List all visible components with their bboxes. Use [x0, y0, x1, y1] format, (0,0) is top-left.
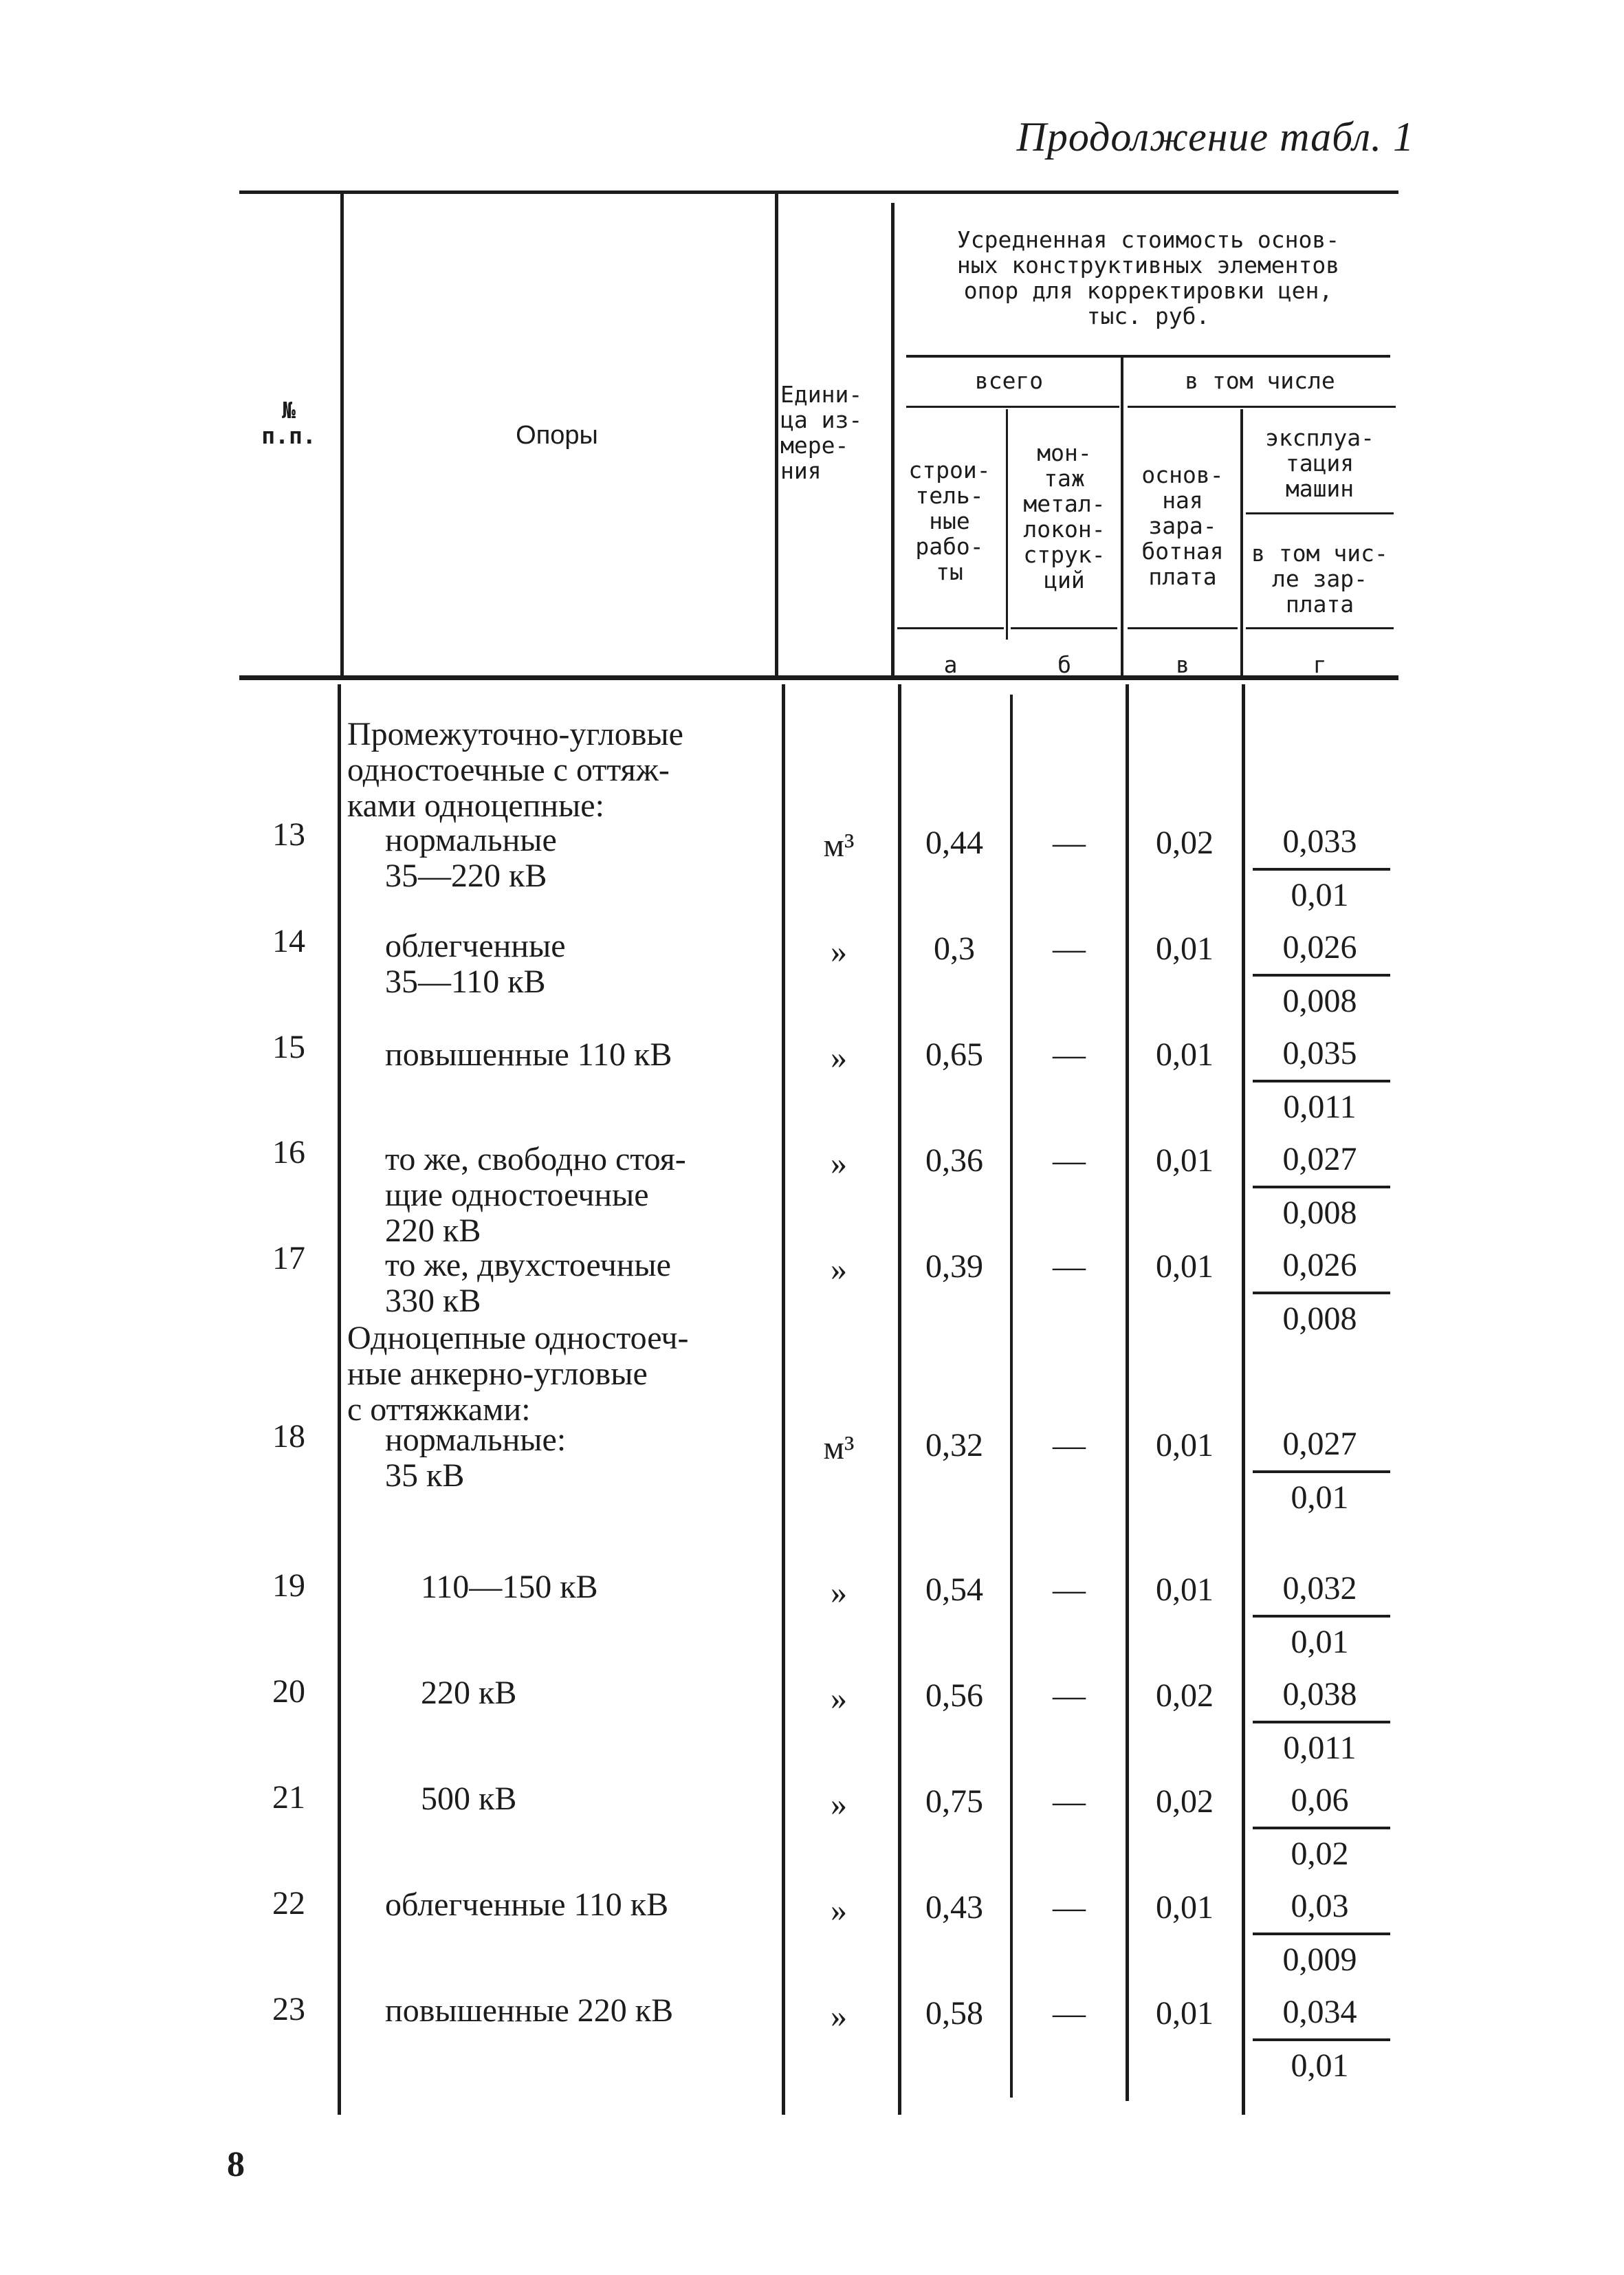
row-value-v: 0,01 [1156, 1427, 1214, 1463]
row-unit: » [831, 1251, 847, 1287]
fraction-rule [1253, 1827, 1390, 1829]
header-divider [1121, 356, 1123, 675]
row-value-b: — [1053, 1571, 1086, 1608]
row-value-g-total: 0,026 [1282, 929, 1357, 966]
fraction-rule [1253, 1933, 1390, 1935]
row-value-g-wage: 0,01 [1291, 2047, 1349, 2084]
fraction-rule [1253, 1186, 1390, 1188]
body-divider [338, 684, 341, 2115]
row-value-g-wage: 0,008 [1282, 1195, 1357, 1231]
row-value-b: — [1053, 1248, 1086, 1285]
row-number: 15 [272, 1029, 305, 1065]
row-number: 17 [272, 1240, 305, 1276]
row-value-b: — [1053, 1142, 1086, 1179]
row-value-a: 0,39 [925, 1248, 983, 1285]
header-rule [1246, 512, 1394, 514]
row-value-b: — [1053, 930, 1086, 967]
row-value-b: — [1053, 1783, 1086, 1820]
fraction-rule [1253, 868, 1390, 871]
header-rule [1246, 627, 1394, 629]
header-mounting: мон- таж метал- локон- струк- ций [1023, 439, 1106, 594]
row-number: 18 [272, 1418, 305, 1455]
row-value-b: — [1053, 825, 1086, 861]
row-number: 20 [272, 1673, 305, 1710]
header-rule [906, 355, 1390, 358]
row-value-g-total: 0,027 [1282, 1426, 1357, 1462]
row-value-g-wage: 0,008 [1282, 983, 1357, 1019]
row-number: 21 [272, 1779, 305, 1816]
row-unit: » [831, 1786, 847, 1822]
row-name: то же, свободно стоя- щие одностоечные 220 кВ [385, 1141, 686, 1249]
page-number: 8 [227, 2145, 245, 2184]
row-name: 500 кВ [421, 1781, 517, 1817]
row-name: повышенные 220 кВ [385, 1992, 674, 2029]
header-divider [775, 194, 778, 675]
row-number: 13 [272, 816, 305, 853]
header-col-v: в [1176, 651, 1189, 678]
fraction-rule [1253, 1080, 1390, 1082]
row-value-g-total: 0,034 [1282, 1994, 1357, 2030]
row-value-v: 0,01 [1156, 1248, 1214, 1285]
row-unit: » [831, 1145, 847, 1182]
row-name: облегченные 35—110 кВ [385, 928, 566, 1000]
row-value-a: 0,54 [925, 1571, 983, 1608]
row-value-a: 0,58 [925, 1995, 983, 2032]
row-unit: м³ [823, 827, 855, 864]
fraction-rule [1253, 1292, 1390, 1294]
row-name: повышенные 110 кВ [385, 1036, 672, 1073]
row-number: 23 [272, 1991, 305, 2027]
row-value-v: 0,02 [1156, 825, 1214, 861]
row-value-g-wage: 0,009 [1282, 1941, 1357, 1978]
fraction-rule [1253, 1470, 1390, 1473]
body-divider [1126, 684, 1129, 2101]
row-number: 19 [272, 1567, 305, 1604]
row-value-b: — [1053, 1995, 1086, 2032]
row-value-b: — [1053, 1677, 1086, 1714]
body-divider [782, 684, 785, 2115]
header-col-a: а [943, 651, 958, 678]
row-unit: » [831, 1998, 847, 2034]
row-value-g-wage: 0,008 [1282, 1300, 1357, 1337]
header-rule [906, 406, 1119, 408]
row-value-g-total: 0,035 [1282, 1035, 1357, 1071]
row-value-v: 0,01 [1156, 1036, 1214, 1073]
table-top-rule [239, 191, 1398, 194]
header-col-b: б [1057, 651, 1071, 678]
group-heading: Промежуточно-угловые одностоечные с оттяж- ками одноцепные: [347, 716, 683, 824]
row-number: 16 [272, 1134, 305, 1171]
row-value-g-total: 0,038 [1282, 1676, 1357, 1712]
header-machines: эксплуа- тация машин [1265, 424, 1374, 502]
fraction-rule [1253, 1721, 1390, 1723]
fraction-rule [1253, 974, 1390, 977]
row-name: нормальные: 35 кВ [385, 1422, 567, 1494]
header-rule [1128, 406, 1396, 408]
header-cost-title: Усредненная стоимость основ- ных конструктивных элементов опор для корректировки цен, тыс. руб. [956, 226, 1340, 329]
row-value-v: 0,02 [1156, 1677, 1214, 1714]
row-value-g-wage: 0,011 [1283, 1089, 1357, 1125]
row-value-b: — [1053, 1889, 1086, 1926]
header-number: № п.п. [261, 397, 316, 449]
row-value-g-total: 0,027 [1282, 1141, 1357, 1177]
row-value-a: 0,36 [925, 1142, 983, 1179]
row-value-v: 0,01 [1156, 1571, 1214, 1608]
header-supports: Опоры [516, 421, 598, 450]
row-value-g-wage: 0,01 [1291, 1624, 1349, 1660]
header-rule [897, 627, 1004, 629]
row-name: нормальные 35—220 кВ [385, 822, 557, 894]
header-col-g: г [1313, 651, 1327, 678]
row-value-v: 0,01 [1156, 1889, 1214, 1926]
row-value-g-wage: 0,011 [1283, 1730, 1357, 1766]
row-value-a: 0,65 [925, 1036, 983, 1073]
row-unit: » [831, 1892, 847, 1928]
table-caption: Продолжение табл. 1 [1016, 114, 1414, 160]
row-value-g-total: 0,026 [1282, 1247, 1357, 1283]
row-value-g-total: 0,032 [1282, 1570, 1357, 1607]
row-name: облегченные 110 кВ [385, 1886, 669, 1923]
header-machines-wage: в том чис- ле зар- плата [1251, 540, 1388, 618]
body-divider [898, 684, 901, 2115]
row-value-a: 0,43 [925, 1889, 983, 1926]
fraction-rule [1253, 2038, 1390, 2041]
header-divider [1006, 409, 1008, 640]
row-value-v: 0,01 [1156, 1142, 1214, 1179]
row-name: 110—150 кВ [421, 1569, 598, 1605]
header-construction: строи- тель- ные рабо- ты [908, 457, 991, 585]
row-value-v: 0,02 [1156, 1783, 1214, 1820]
header-including: в том числе [1185, 367, 1335, 394]
row-value-g-wage: 0,02 [1291, 1836, 1349, 1872]
body-divider [1010, 695, 1013, 2098]
row-value-b: — [1053, 1427, 1086, 1463]
fraction-rule [1253, 1615, 1390, 1618]
header-unit: Едини- ца из- мере- ния [780, 381, 863, 484]
group-heading: Одноцепные одностоеч- ные анкерно-угловые с оттяжками: [347, 1320, 689, 1428]
row-value-a: 0,32 [925, 1427, 983, 1463]
row-value-a: 0,75 [925, 1783, 983, 1820]
row-value-g-wage: 0,01 [1291, 1479, 1349, 1516]
row-value-g-total: 0,03 [1291, 1888, 1349, 1924]
row-value-b: — [1053, 1036, 1086, 1073]
row-value-a: 0,44 [925, 825, 983, 861]
row-name: то же, двухстоечные 330 кВ [385, 1247, 671, 1319]
row-value-a: 0,3 [934, 930, 975, 967]
body-divider [1242, 684, 1245, 2115]
row-value-g-wage: 0,01 [1291, 877, 1349, 913]
row-unit: » [831, 1574, 847, 1611]
row-unit: » [831, 1680, 847, 1717]
row-value-a: 0,56 [925, 1677, 983, 1714]
header-total: всего [974, 367, 1044, 394]
row-value-v: 0,01 [1156, 1995, 1214, 2032]
header-rule [1128, 627, 1238, 629]
row-unit: м³ [823, 1430, 855, 1466]
row-number: 14 [272, 923, 305, 959]
row-number: 22 [272, 1885, 305, 1922]
row-unit: » [831, 933, 847, 970]
header-wage: основ- ная зара- ботная плата [1141, 461, 1224, 590]
header-rule [1011, 627, 1117, 629]
row-name: 220 кВ [421, 1675, 517, 1711]
row-value-v: 0,01 [1156, 930, 1214, 967]
row-value-g-total: 0,06 [1291, 1782, 1349, 1818]
row-value-g-total: 0,033 [1282, 823, 1357, 860]
row-unit: » [831, 1039, 847, 1076]
header-divider [891, 203, 895, 675]
